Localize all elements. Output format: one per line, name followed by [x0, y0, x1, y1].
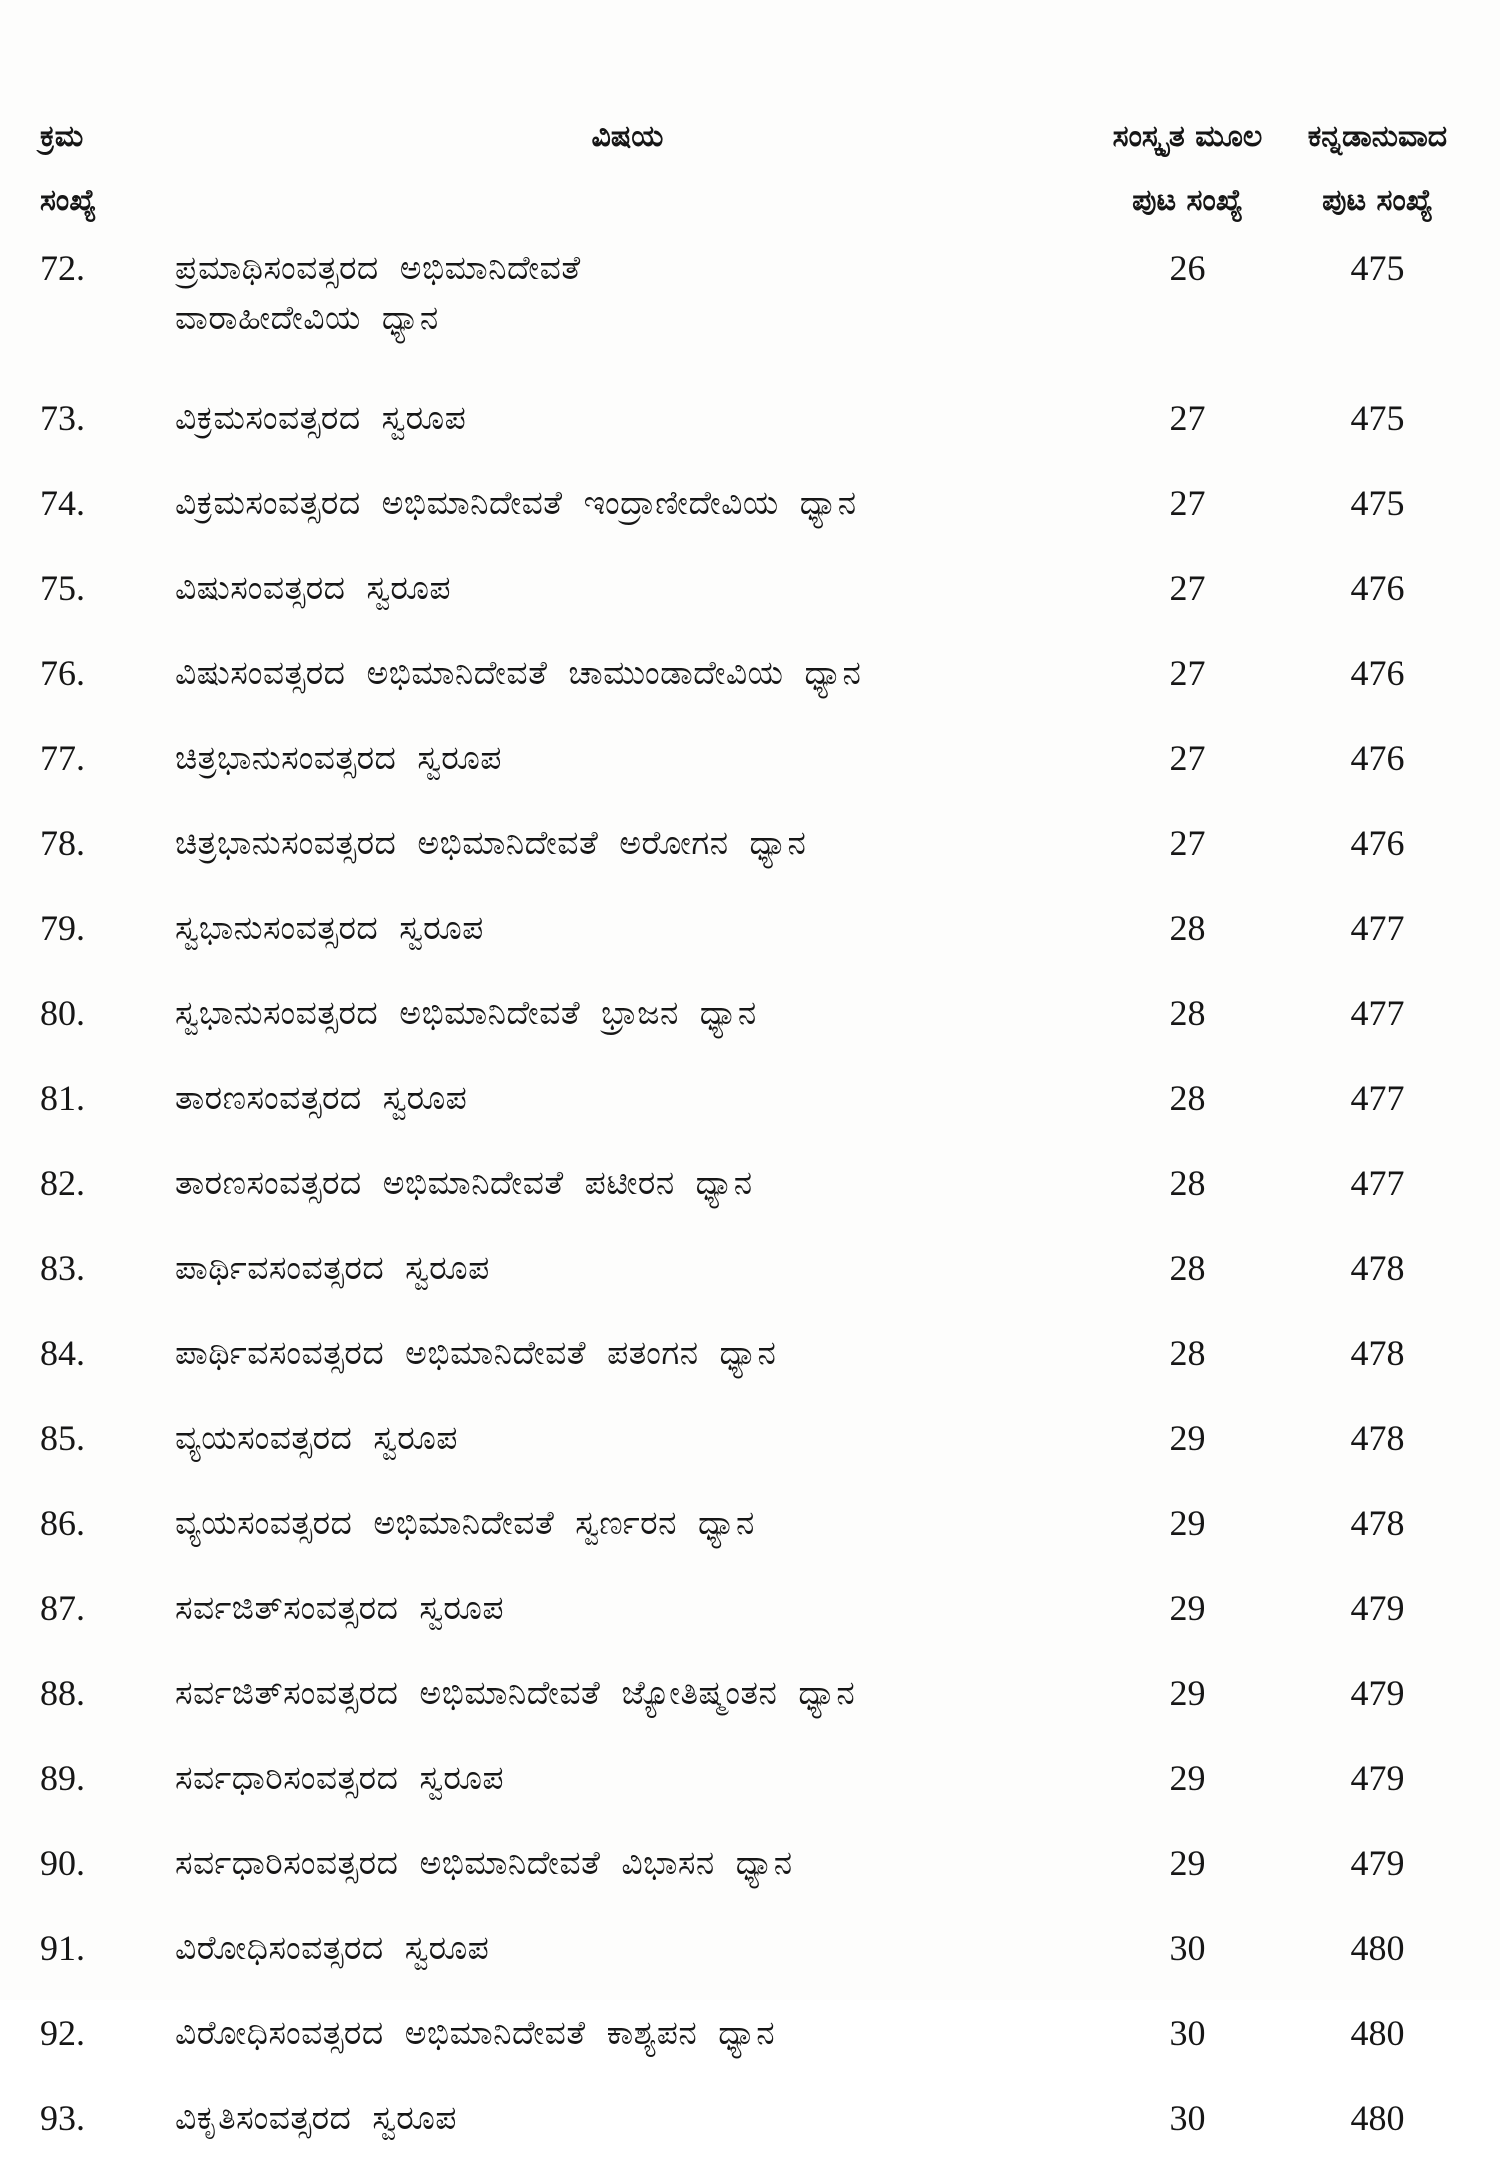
row-kannada-page: 480 [1350, 2098, 1405, 2138]
row-serial-number: 72. [40, 248, 85, 288]
row-subject-line: ವಿರೋಧಿಸಂವತ್ಸರದ ಸ್ವರೂಪ [175, 1928, 490, 1967]
row-subject [175, 1063, 1080, 1148]
row-subject [175, 1233, 1080, 1318]
row-serial-number: 90. [40, 1843, 85, 1883]
row-subject-line: ವ್ಯಯಸಂವತ್ಸರದ ಸ್ವರೂಪ [175, 1418, 458, 1457]
table-row [40, 1488, 1460, 1573]
table-row [40, 1063, 1460, 1148]
row-subject [175, 468, 1080, 553]
table-body [40, 233, 1460, 2168]
row-subject-line: ವಿಕ್ರಮಸಂವತ್ಸರದ ಅಭಿಮಾನಿದೇವತೆ ಇಂದ್ರಾಣೀದೇವಿಯ ಧ್ಯಾನ [175, 483, 857, 522]
row-subject [175, 808, 1080, 893]
row-sanskrit-page: 29 [1169, 1503, 1206, 1543]
row-subject [175, 553, 1080, 638]
row-kannada-page: 478 [1350, 1503, 1405, 1543]
row-sanskrit-page: 27 [1169, 738, 1206, 778]
row-serial-number: 93. [40, 2098, 85, 2138]
row-kannada-page: 479 [1350, 1758, 1405, 1798]
row-kannada-page: 475 [1350, 483, 1405, 523]
row-kannada-page: 475 [1350, 248, 1405, 288]
row-subject [175, 893, 1080, 978]
row-serial-number: 83. [40, 1248, 85, 1288]
row-serial-number: 85. [40, 1418, 85, 1458]
row-serial-number: 73. [40, 398, 85, 438]
row-serial-number: 78. [40, 823, 85, 863]
row-kannada-page: 476 [1350, 568, 1405, 608]
row-subject [175, 1828, 1080, 1913]
row-sanskrit-page: 30 [1169, 1928, 1206, 1968]
row-kannada-page: 477 [1350, 1078, 1405, 1118]
table-row [40, 1148, 1460, 1233]
row-serial-number: 81. [40, 1078, 85, 1118]
table-row [40, 1573, 1460, 1658]
row-subject [175, 1148, 1080, 1233]
row-subject-line: ವಿರೋಧಿಸಂವತ್ಸರದ ಅಭಿಮಾನಿದೇವತೆ ಕಾಶ್ಯಪನ ಧ್ಯಾನ [175, 2013, 776, 2052]
row-sanskrit-page: 28 [1169, 1333, 1206, 1373]
row-subject [175, 638, 1080, 723]
row-subject [175, 978, 1080, 1063]
row-subject [175, 1913, 1080, 1998]
row-subject [175, 1403, 1080, 1488]
row-serial-number: 77. [40, 738, 85, 778]
row-subject-line: ಸರ್ವಜಿತ್‌ಸಂವತ್ಸರದ ಅಭಿಮಾನಿದೇವತೆ ಜ್ಯೋತಿಷ್ಮಂತನ ಧ್ಯಾನ [175, 1673, 856, 1712]
row-sanskrit-page: 29 [1169, 1673, 1206, 1713]
table-row [40, 1403, 1460, 1488]
row-subject-line: ತಾರಣಸಂವತ್ಸರದ ಸ್ವರೂಪ [175, 1078, 468, 1117]
row-kannada-page: 477 [1350, 908, 1405, 948]
row-serial-number: 86. [40, 1503, 85, 1543]
header-subject [175, 105, 1080, 233]
table-row [40, 1913, 1460, 1998]
row-kannada-page: 480 [1350, 1928, 1405, 1968]
row-sanskrit-page: 28 [1169, 908, 1206, 948]
row-subject [175, 383, 1080, 468]
row-sanskrit-page: 29 [1169, 1418, 1206, 1458]
row-kannada-page: 477 [1350, 1163, 1405, 1203]
row-subject-line: ತಾರಣಸಂವತ್ಸರದ ಅಭಿಮಾನಿದೇವತೆ ಪಟೀರನ ಧ್ಯಾನ [175, 1163, 753, 1202]
table-row [40, 553, 1460, 638]
row-serial-number: 89. [40, 1758, 85, 1798]
row-serial-number: 87. [40, 1588, 85, 1628]
row-subject-line: ಸರ್ವಜಿತ್‌ಸಂವತ್ಸರದ ಸ್ವರೂಪ [175, 1588, 505, 1627]
row-subject-line: ವಿಷುಸಂವತ್ಸರದ ಅಭಿಮಾನಿದೇವತೆ ಚಾಮುಂಡಾದೇವಿಯ ಧ್ಯಾನ [175, 653, 862, 692]
row-subject-line: ಪಾರ್ಥಿವಸಂವತ್ಸರದ ಅಭಿಮಾನಿದೇವತೆ ಪತಂಗನ ಧ್ಯಾನ [175, 1333, 777, 1372]
header-kannada-page [1295, 105, 1460, 233]
table-row [40, 2083, 1460, 2168]
row-serial-number: 92. [40, 2013, 85, 2053]
row-subject-line: ಪಾರ್ಥಿವಸಂವತ್ಸರದ ಸ್ವರೂಪ [175, 1248, 490, 1287]
row-kannada-page: 480 [1350, 2013, 1405, 2053]
row-kannada-page: 478 [1350, 1333, 1405, 1373]
table-row [40, 1743, 1460, 1828]
row-serial-number: 84. [40, 1333, 85, 1373]
row-subject-line: ವಿಕ್ರಮಸಂವತ್ಸರದ ಸ್ವರೂಪ [175, 398, 467, 437]
row-subject-line: ಚಿತ್ರಭಾನುಸಂವತ್ಸರದ ಅಭಿಮಾನಿದೇವತೆ ಅರೋಗನ ಧ್ಯಾನ [175, 823, 807, 862]
row-sanskrit-page: 30 [1169, 2013, 1206, 2053]
table-row [40, 893, 1460, 978]
row-subject-line: ವಾರಾಹೀದೇವಿಯ ಧ್ಯಾನ [175, 298, 439, 337]
row-subject-line: ಪ್ರಮಾಥಿಸಂವತ್ಸರದ ಅಭಿಮಾನಿದೇವತೆ [175, 248, 581, 287]
header-sanskrit-page-line: ಸಂಸ್ಕೃತ ಮೂಲ [1112, 119, 1263, 154]
row-sanskrit-page: 27 [1169, 483, 1206, 523]
row-subject-line: ಸ್ವಭಾನುಸಂವತ್ಸರದ ಸ್ವರೂಪ [175, 908, 484, 947]
contents-table [40, 105, 1460, 2168]
table-row [40, 978, 1460, 1063]
row-subject [175, 1743, 1080, 1828]
table-row [40, 1318, 1460, 1403]
table-row [40, 1658, 1460, 1743]
row-kannada-page: 477 [1350, 993, 1405, 1033]
row-kannada-page: 479 [1350, 1588, 1405, 1628]
row-serial-number: 74. [40, 483, 85, 523]
row-serial-number: 91. [40, 1928, 85, 1968]
row-subject [175, 2083, 1080, 2168]
table-row [40, 1998, 1460, 2083]
row-sanskrit-page: 27 [1169, 398, 1206, 438]
header-subject-label: ವಿಷಯ [591, 119, 664, 154]
header-serial-number-line: ಕ್ರಮ [40, 119, 84, 154]
row-sanskrit-page: 27 [1169, 653, 1206, 693]
table-row [40, 383, 1460, 468]
row-sanskrit-page: 28 [1169, 1248, 1206, 1288]
header-kannada-page-line: ಕನ್ನಡಾನುವಾದ [1307, 119, 1448, 154]
row-sanskrit-page: 28 [1169, 1163, 1206, 1203]
row-sanskrit-page: 30 [1169, 2098, 1206, 2138]
row-serial-number: 75. [40, 568, 85, 608]
header-sanskrit-page [1080, 105, 1295, 233]
row-sanskrit-page: 27 [1169, 568, 1206, 608]
row-subject-line: ವಿಷುಸಂವತ್ಸರದ ಸ್ವರೂಪ [175, 568, 452, 607]
row-serial-number: 76. [40, 653, 85, 693]
row-subject-line: ಸರ್ವಧಾರಿಸಂವತ್ಸರದ ಸ್ವರೂಪ [175, 1758, 505, 1797]
row-serial-number: 79. [40, 908, 85, 948]
row-kannada-page: 478 [1350, 1248, 1405, 1288]
row-subject-line: ಸರ್ವಧಾರಿಸಂವತ್ಸರದ ಅಭಿಮಾನಿದೇವತೆ ವಿಭಾಸನ ಧ್ಯಾನ [175, 1843, 793, 1882]
row-sanskrit-page: 28 [1169, 1078, 1206, 1118]
row-subject [175, 1318, 1080, 1403]
row-subject [175, 723, 1080, 808]
row-sanskrit-page: 29 [1169, 1843, 1206, 1883]
table-row [40, 1233, 1460, 1318]
table-header [40, 105, 1460, 233]
row-subject [175, 1658, 1080, 1743]
row-subject-line: ವಿಕೃತಿಸಂವತ್ಸರದ ಸ್ವರೂಪ [175, 2098, 457, 2137]
row-subject-line: ಸ್ವಭಾನುಸಂವತ್ಸರದ ಅಭಿಮಾನಿದೇವತೆ ಭ್ರಾಜನ ಧ್ಯಾನ [175, 993, 757, 1032]
row-sanskrit-page: 28 [1169, 993, 1206, 1033]
header-sanskrit-page-line: ಪುಟ ಸಂಖ್ಯೆ [1132, 183, 1243, 218]
row-sanskrit-page: 26 [1169, 248, 1206, 288]
row-kannada-page: 476 [1350, 738, 1405, 778]
row-serial-number: 82. [40, 1163, 85, 1203]
row-subject [175, 1488, 1080, 1573]
row-sanskrit-page: 29 [1169, 1758, 1206, 1798]
row-kannada-page: 478 [1350, 1418, 1405, 1458]
header-serial-number-line: ಸಂಖ್ಯೆ [40, 183, 97, 218]
row-kannada-page: 479 [1350, 1673, 1405, 1713]
row-subject [175, 1573, 1080, 1658]
table-row [40, 808, 1460, 893]
table-row [40, 638, 1460, 723]
row-subject [175, 1998, 1080, 2083]
row-subject-line: ವ್ಯಯಸಂವತ್ಸರದ ಅಭಿಮಾನಿದೇವತೆ ಸ್ವರ್ಣರನ ಧ್ಯಾನ [175, 1503, 755, 1542]
row-subject-line: ಚಿತ್ರಭಾನುಸಂವತ್ಸರದ ಸ್ವರೂಪ [175, 738, 502, 777]
row-kannada-page: 479 [1350, 1843, 1405, 1883]
table-row [40, 233, 1460, 383]
row-sanskrit-page: 27 [1169, 823, 1206, 863]
header-row [40, 105, 1460, 233]
table-row [40, 468, 1460, 553]
header-kannada-page-line: ಪುಟ ಸಂಖ್ಯೆ [1322, 183, 1433, 218]
row-serial-number: 80. [40, 993, 85, 1033]
row-kannada-page: 476 [1350, 653, 1405, 693]
row-sanskrit-page: 29 [1169, 1588, 1206, 1628]
header-serial-number [40, 105, 175, 233]
table-row [40, 723, 1460, 808]
table-row [40, 1828, 1460, 1913]
row-serial-number: 88. [40, 1673, 85, 1713]
row-kannada-page: 476 [1350, 823, 1405, 863]
row-kannada-page: 475 [1350, 398, 1405, 438]
row-subject [175, 233, 1080, 383]
